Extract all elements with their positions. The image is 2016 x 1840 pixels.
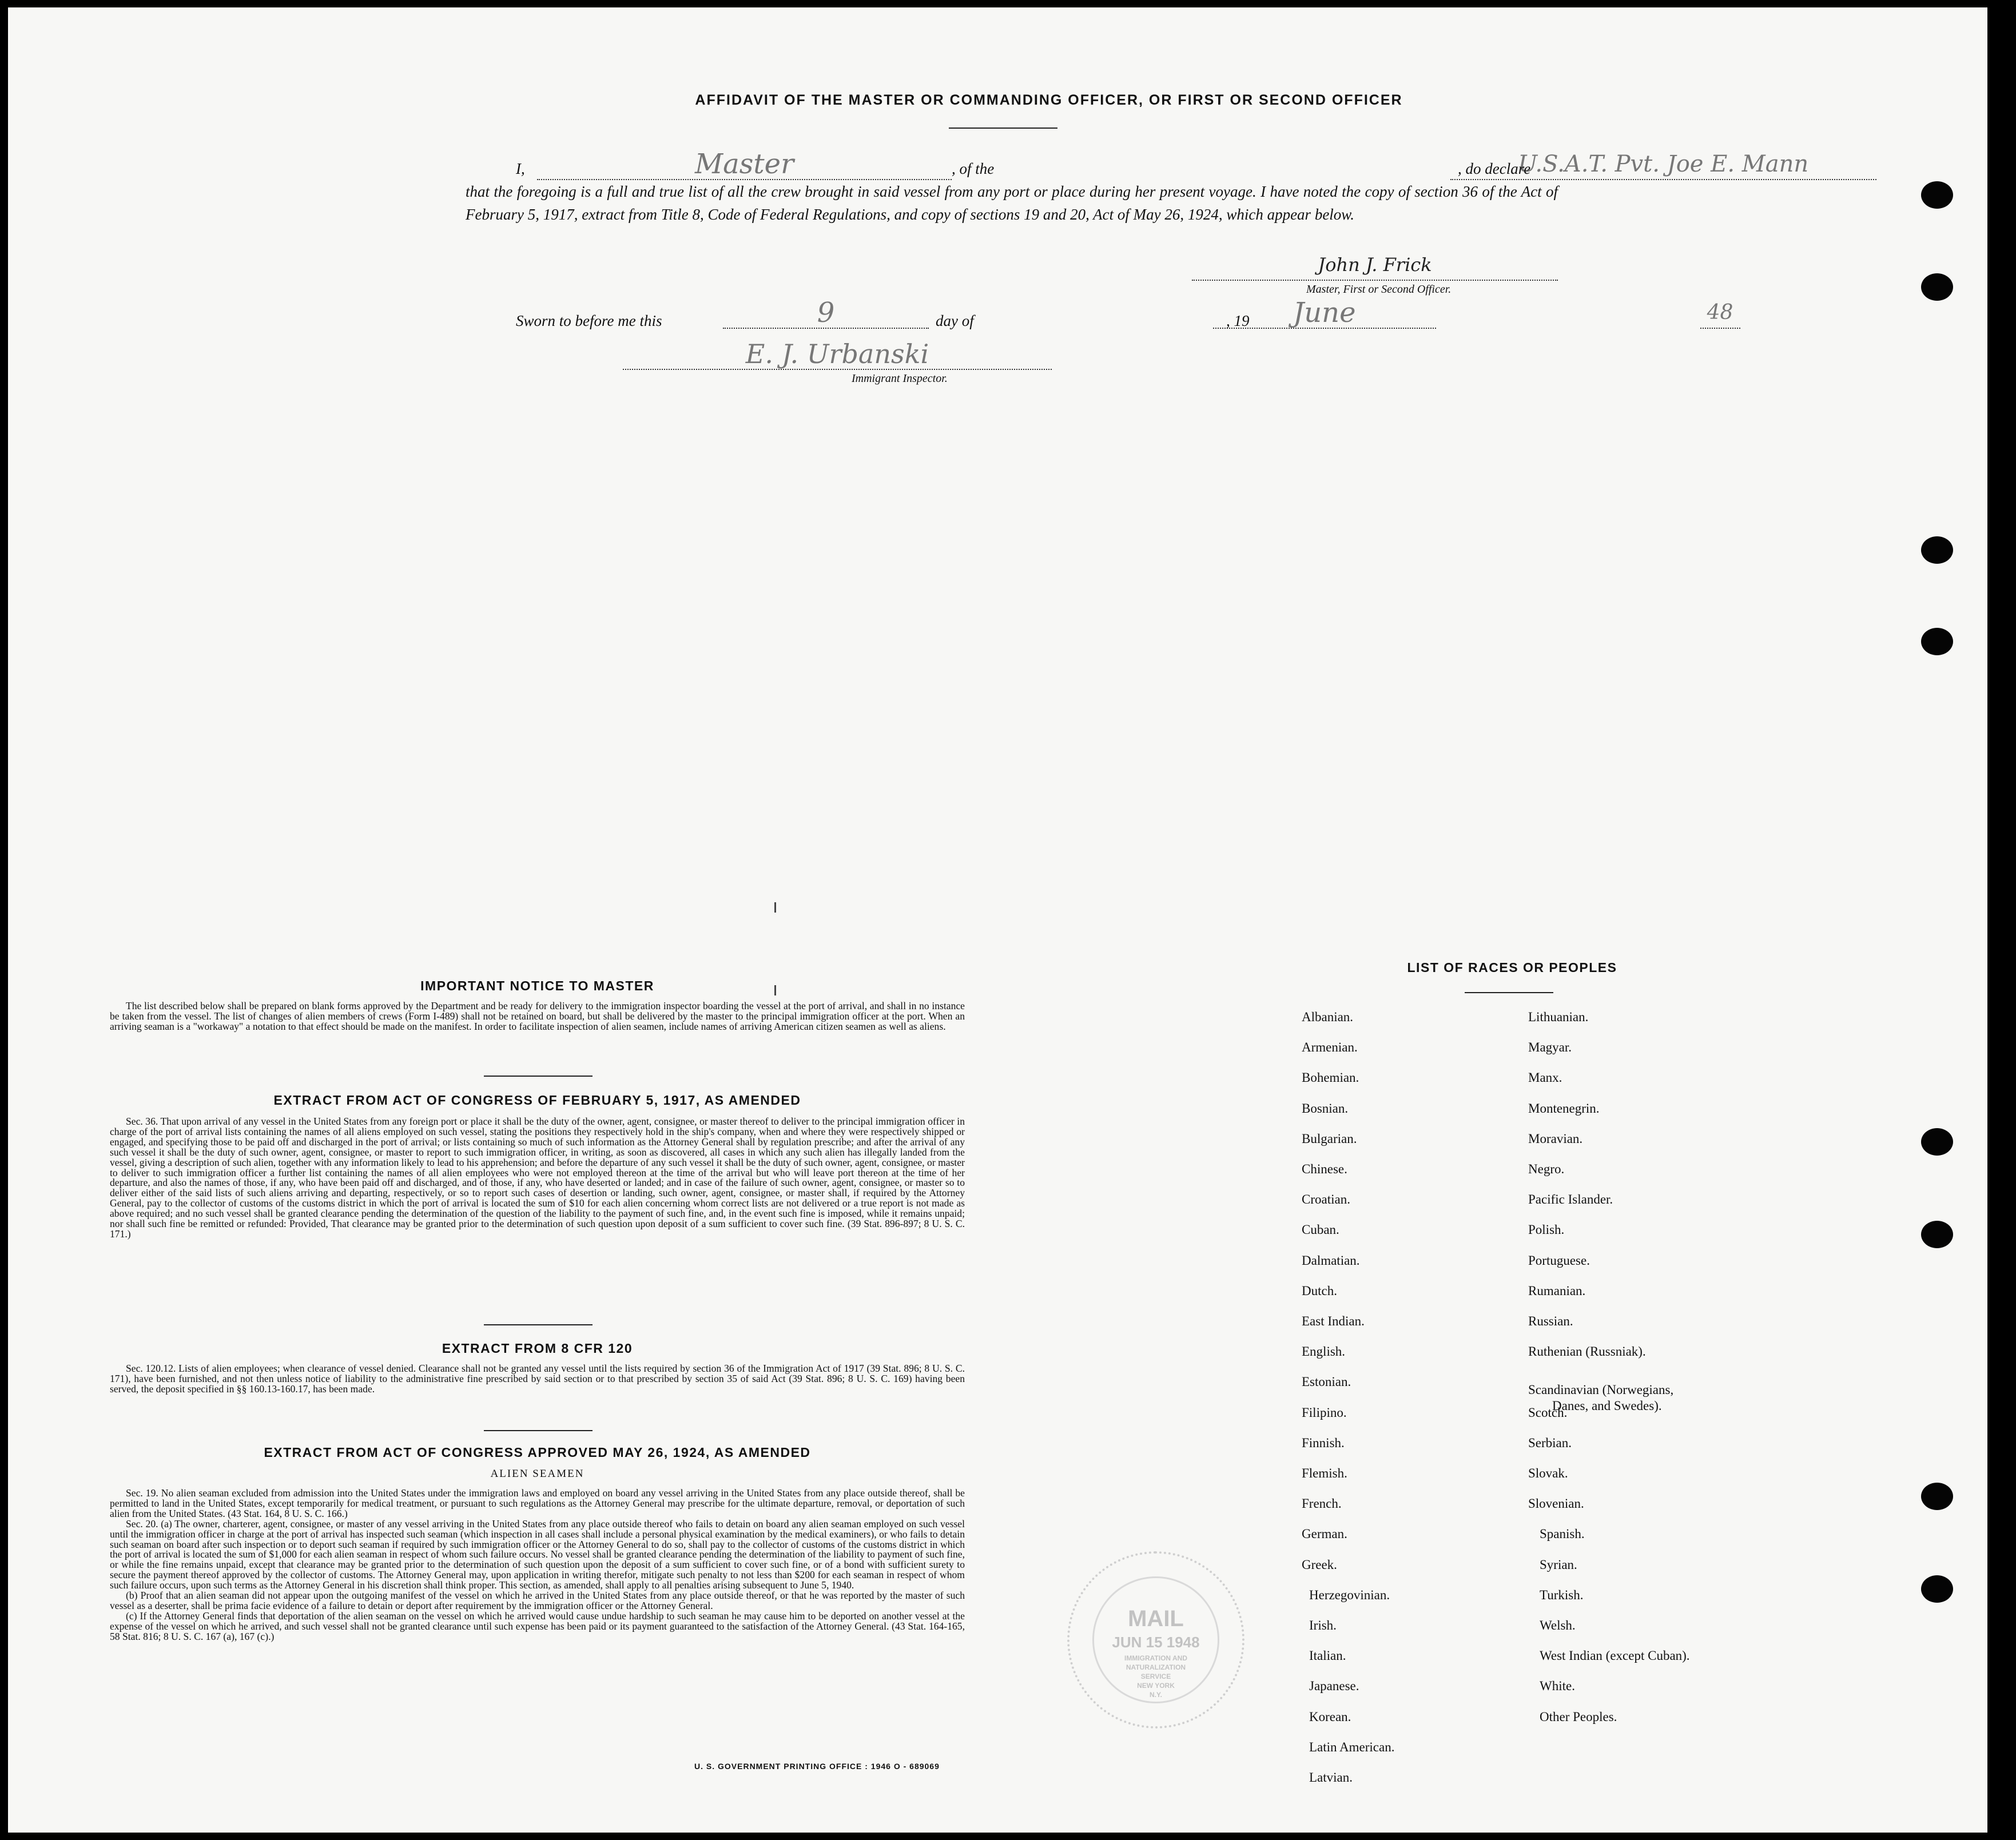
extract-1917-paragraph: Sec. 36. That upon arrival of any vessel in the United States from any foreign port or place it shall be the duty of the owner, agent, consignee, or master thereof to deliver to the principal immigration officer in charge of the port of arrival lists containing the names of all aliens employed on such vessel, stating the positions they respectively hold in the ship's company, when and where they were respectively shipped or engaged, and specifying those to be paid off and discharged in the port of arrival; or lists containing so much of such information as the Attorney General shall by regulation prescribe; and after the arrival of any such vessel it shall be the duty of such owner, agent, consignee, or master to report to such immigration officer, in writing, as soon as discovered, all cases in which any such alien has illegally landed from the vessel, giving a description of such alien, together with any information likely to lead to his apprehension; and before the departure of any such vessel it shall be the duty of such owner, agent, consignee, or master to deliver to such immigration officer a further list containing the names of all alien employees who were not employed thereon at the time of the arrival but who will leave port thereon at the time of her departure, and also the names of those, if any, who have been paid off and discharged, and of those, if any, who have deserted or landed; and in case of the failure of such owner, agent, consignee, or master so to deliver either of the said lists of such aliens arriving and departing, respectively, or so to report such cases of desertion or landing, such owner, agent, consignee, or master shall, if required by the Attorney General, pay to the collector of customs of the customs district in which the port of arrival is located the sum of $10 for each alien concerning whom correct lists are not delivered or a true report is not made as above required; and no such vessel shall be granted clearance pending the determination of the question of the liability to the payment of such fine, and, in the event such fine is imposed, while it remains unpaid; nor shall such fine be remitted or refunded: Provided, That clearance may be granted prior to the determination of such question upon deposit of a sum sufficient to cover such fine. (39 Stat. 896-897; 8 U. S. C. 171.) [110, 1116, 965, 1240]
race-item: Welsh. [1540, 1618, 1576, 1632]
race-item: Herzegovinian. [1309, 1587, 1390, 1602]
race-item: German. [1302, 1527, 1347, 1542]
race-item: Bulgarian. [1302, 1131, 1357, 1146]
races-divider [1465, 992, 1553, 993]
race-item: Croatian. [1302, 1192, 1350, 1207]
extract-1917-title: EXTRACT FROM ACT OF CONGRESS OF FEBRUARY 5, 1917, AS AMENDED [273, 1093, 801, 1108]
stamp-mail: MAIL [1128, 1606, 1184, 1631]
race-item: Rumanian. [1528, 1283, 1586, 1298]
race-item: West Indian (except Cuban). [1540, 1648, 1690, 1663]
handwritten-vessel: U.S.A.T. Pvt. Joe E. Mann [1518, 151, 1809, 177]
race-item: Flemish. [1302, 1466, 1347, 1480]
race-item: Japanese. [1309, 1679, 1359, 1694]
title-divider [949, 128, 1057, 129]
race-item: Other Peoples. [1540, 1709, 1617, 1724]
race-item: Cuban. [1302, 1222, 1339, 1237]
stamp-naturalization: NATURALIZATION [1126, 1663, 1186, 1671]
race-item: Scandinavian (Norwegians, [1528, 1383, 1674, 1397]
punch-hole [1921, 536, 1953, 564]
fold-mark [774, 902, 776, 913]
inspector-caption: Immigrant Inspector. [852, 372, 948, 385]
inspector-signature-line[interactable] [623, 340, 1052, 370]
stamp-new-york: NEW YORK [1137, 1682, 1175, 1690]
punch-hole [1921, 273, 1953, 301]
inspector-signature: E. J. Urbanski [745, 338, 929, 369]
declaration-line-1 [466, 148, 1809, 180]
declaration-text: that the foregoing is a full and true list of all the crew brought in said vessel from any port or place during her present voyage. I have noted the copy of section 36 of the Act of February 5, 1917, extract from Title 8, Code of Federal Regulations, and copy of sections 19 and 20, Act of May 26, 1924, which appear below. [466, 183, 1558, 223]
punch-hole [1921, 1575, 1953, 1603]
year-prefix: , 19 [1226, 312, 1250, 329]
race-item: Montenegrin. [1528, 1101, 1600, 1116]
alien-seamen-subtitle: ALIEN SEAMEN [490, 1468, 584, 1480]
handwritten-year: 48 [1707, 301, 1733, 324]
race-item: Polish. [1528, 1222, 1565, 1237]
notice-paragraph: The list described below shall be prepared on blank forms approved by the Department and be ready for delivery to the immigration inspector boarding the vessel at the port of arrival, and shall in no instance be taken from the vessel. The list of changes of alien members of crews (Form I-489) shall not be retained on board, but shall be delivered by the master to the principal immigration officer at the port. When an arriving seaman is a "workaway" a notation to that effect should be made on the manifest. In order to facilitate inspection of alien seamen, include names of arriving American citizen seamen as well as aliens. [110, 1000, 965, 1032]
section-divider [484, 1430, 593, 1431]
race-item: Negro. [1528, 1162, 1565, 1176]
race-item: Slovenian. [1528, 1496, 1584, 1511]
extract-cfr-paragraph: Sec. 120.12. Lists of alien employees; when clearance of vessel denied. Clearance shall not be granted any vessel until the lists required by section 36 of the Immigration Act of 1917 (39 Stat. 896; 8 U. S. C. 171), have been furnished, and not then unless notice of liability to the administrative fine prescribed by said section or to that prescribed by section 35 of said Act (39 Stat. 896; 8 U. S. C. 169) having been served, the deposit specified in §§ 160.13-160.17, has been made. [110, 1363, 965, 1395]
punch-hole [1921, 181, 1953, 209]
race-item: Danes, and Swedes). [1552, 1399, 1662, 1413]
punch-hole [1921, 1483, 1953, 1510]
race-item: Albanian. [1302, 1010, 1354, 1024]
race-item: Pacific Islander. [1528, 1192, 1613, 1207]
stamp-service: SERVICE [1140, 1672, 1171, 1680]
printing-office-line: U. S. GOVERNMENT PRINTING OFFICE : 1946 O - 689069 [694, 1762, 940, 1771]
race-item: Dalmatian. [1302, 1253, 1360, 1268]
extract-1917-text [110, 1117, 965, 1240]
race-item: Lithuanian. [1528, 1010, 1589, 1024]
race-item: Finnish. [1302, 1435, 1345, 1450]
officer-signature: John J. Frick [1318, 254, 1432, 276]
race-item: Filipino. [1302, 1405, 1347, 1420]
section-19-paragraph: Sec. 19. No alien seaman excluded from admission into the United States under the immigration laws and employed on board any vessel arriving in the United States from any place outside thereof, shall be permitted to land in the United States, except temporarily for medical treatment, or pursuant to such regulations as the Attorney General may prescribe for the ultimate departure, removal, or deportation of such alien from the United States. (43 Stat. 164, 8 U. S. C. 166.) [110, 1487, 965, 1519]
sworn-line [466, 297, 1733, 331]
year-field[interactable] [1700, 301, 1740, 329]
handwritten-day: 9 [817, 297, 835, 329]
race-item: Portuguese. [1528, 1253, 1590, 1268]
sworn-label: Sworn to before me this [516, 312, 662, 329]
section-divider [484, 1324, 593, 1325]
race-item: Spanish. [1540, 1527, 1585, 1542]
race-item: Slovak. [1528, 1466, 1568, 1480]
section-20b-paragraph: (b) Proof that an alien seaman did not appear upon the outgoing manifest of the vessel on which he arrived in the United States from any place outside thereof, or that he was reported by the master of such vessel as a deserter, shall be prima facie evidence of a failure to detain or deport after requirement by the immigration officer or the Attorney General. [110, 1590, 965, 1611]
race-item: Scotch. [1528, 1405, 1568, 1420]
do-declare-label: , do declare [1458, 160, 1531, 177]
extract-cfr-title: EXTRACT FROM 8 CFR 120 [442, 1341, 633, 1356]
punch-hole [1921, 1128, 1953, 1156]
handwritten-name: Master [694, 148, 794, 180]
race-item: Italian. [1309, 1648, 1346, 1663]
race-item: Manx. [1528, 1070, 1562, 1085]
race-item: Estonian. [1302, 1375, 1351, 1389]
section-20a-paragraph: Sec. 20. (a) The owner, charterer, agent, consignee, or master of any vessel arriving in the United States from any place outside thereof who fails to detain on board any alien seaman employed on such vessel until the immigration officer in charge at the port of arrival has inspected such seaman (which inspection in all cases shall include a personal physical examination by the medical examiners), or who fails to detain such seaman on board after such inspection or to deport such seaman if required by such immigration officer or the Attorney General to do so, shall pay to the collector of customs of the customs district in which the port of arrival is located the sum of $1,000 for each alien seaman in respect of whom such failure occurs. No vessel shall be granted clearance pending the determination of the liability to payment of such fine, or while the fine remains unpaid, except that clearance may be granted prior to the determination of such question upon the deposit of a sum sufficient to cover such fine, or of a bond with sufficient surety to secure the payment thereof approved by the collector of customs. The Attorney General may, upon application in writing therefor, mitigate such penalty to not less than $200 for each seaman in respect of whom such failure occurs, upon such terms as the Attorney General in his discretion shall think proper. This section, as amended, shall apply to all penalties arising subsequent to June 5, 1940. [110, 1518, 965, 1591]
race-item: Bosnian. [1302, 1101, 1349, 1116]
race-item: Dutch. [1302, 1283, 1337, 1298]
day-field[interactable] [723, 297, 929, 329]
stamp-ny: N.Y. [1149, 1691, 1162, 1699]
received-stamp [1067, 1551, 1244, 1729]
race-item: Serbian. [1528, 1435, 1572, 1450]
punch-hole [1921, 628, 1953, 655]
race-item: Ruthenian (Russniak). [1528, 1344, 1646, 1359]
master-name-field[interactable] [537, 148, 952, 180]
extract-cfr-text [110, 1364, 965, 1395]
officer-signature-line[interactable] [1192, 254, 1558, 281]
extract-1924-title: EXTRACT FROM ACT OF CONGRESS APPROVED MAY 26, 1924, AS AMENDED [264, 1445, 811, 1460]
handwritten-month: June [1293, 297, 1356, 329]
day-of-label: day of [936, 312, 974, 329]
race-item: Chinese. [1302, 1162, 1347, 1176]
race-item: Syrian. [1540, 1557, 1577, 1572]
signature-caption: Master, First or Second Officer. [1306, 283, 1452, 296]
document-page [8, 7, 1987, 1833]
section-20c-paragraph: (c) If the Attorney General finds that deportation of the alien seaman on the vessel on which he arrived would cause undue hardship to such seaman he may cause him to be deported on another vessel at the expense of the vessel on which he arrived, and such vessel shall not be granted clearance until such expense has been paid or its payment guaranteed to the satisfaction of the Attorney General. (43 Stat. 164-165, 58 Stat. 816; 8 U. S. C. 167 (a), 167 (c).) [110, 1610, 965, 1642]
race-item: Latvian. [1309, 1770, 1353, 1785]
punch-hole [1921, 1221, 1953, 1248]
section-divider [484, 1076, 593, 1077]
notice-title: IMPORTANT NOTICE TO MASTER [420, 978, 654, 993]
notice-text [110, 1001, 965, 1032]
of-the-label: , of the [952, 160, 995, 177]
race-item: White. [1540, 1679, 1575, 1694]
race-item: Moravian. [1528, 1131, 1583, 1146]
stamp-immigration: IMMIGRATION AND [1124, 1654, 1187, 1662]
stamp-date: JUN 15 1948 [1112, 1634, 1200, 1651]
race-item: Magyar. [1528, 1040, 1572, 1055]
race-item: Greek. [1302, 1557, 1337, 1572]
race-item: French. [1302, 1496, 1342, 1511]
race-item: Russian. [1528, 1314, 1573, 1328]
race-item: Turkish. [1540, 1587, 1584, 1602]
races-title: LIST OF RACES OR PEOPLES [1407, 960, 1617, 975]
race-item: English. [1302, 1344, 1346, 1359]
race-item: Armenian. [1302, 1040, 1358, 1055]
race-item: Bohemian. [1302, 1070, 1359, 1085]
race-item: East Indian. [1302, 1314, 1365, 1328]
affidavit-title: AFFIDAVIT OF THE MASTER OR COMMANDING OFFICER, OR FIRST OR SECOND OFFICER [695, 92, 1403, 108]
race-item: Korean. [1309, 1709, 1351, 1724]
race-item: Irish. [1309, 1618, 1337, 1632]
i-label: I, [516, 160, 525, 177]
extract-1924-text [110, 1488, 965, 1642]
race-item: Latin American. [1309, 1739, 1395, 1754]
